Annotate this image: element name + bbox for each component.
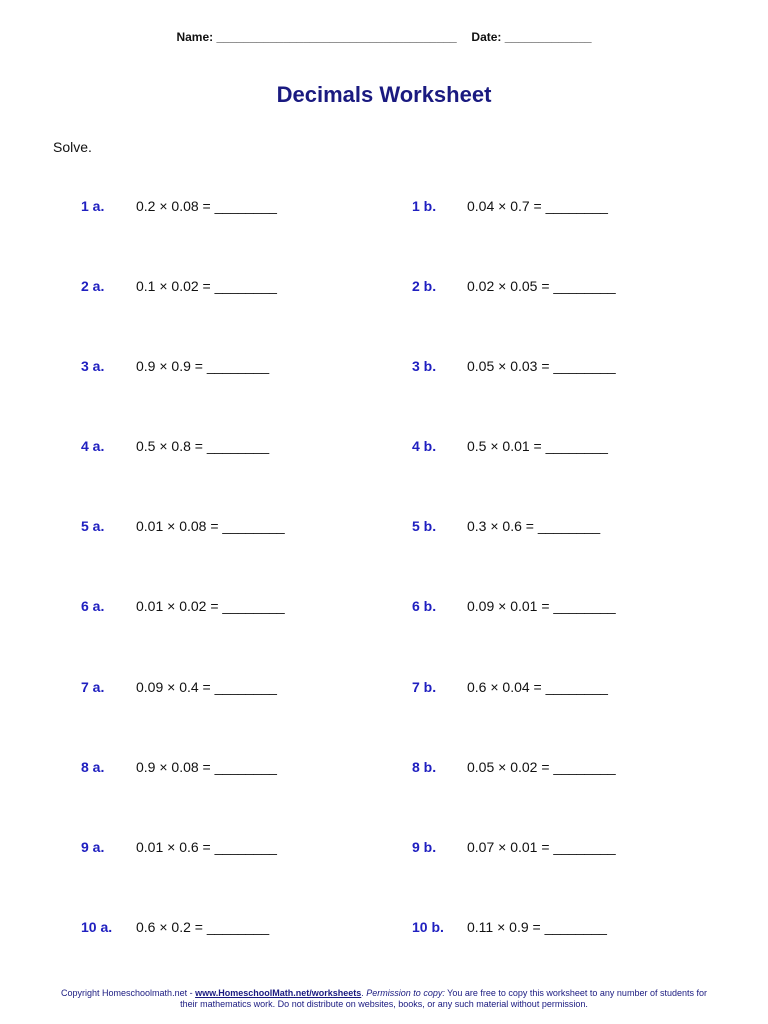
problem-expression: 0.04 × 0.7 = ________ — [467, 198, 608, 214]
problem-label: 2 b. — [412, 278, 437, 294]
problem-label: 1 a. — [81, 198, 105, 214]
problem-expression: 0.05 × 0.02 = ________ — [467, 759, 616, 775]
problem-expression: 0.01 × 0.08 = ________ — [136, 518, 285, 534]
problem-expression: 0.9 × 0.08 = ________ — [136, 759, 277, 775]
problem-label: 9 a. — [81, 839, 105, 855]
problem-label: 3 b. — [412, 358, 437, 374]
worksheets-link[interactable]: www.HomeschoolMath.net/worksheets — [195, 988, 362, 998]
name-label: Name: — [176, 30, 214, 44]
problem-row — [0, 358, 768, 378]
problem-row — [0, 598, 768, 618]
problem-expression: 0.9 × 0.9 = ________ — [136, 358, 270, 374]
problem-label: 6 a. — [81, 598, 105, 614]
problem-expression: 0.09 × 0.4 = ________ — [136, 679, 277, 695]
problem-expression: 0.1 × 0.02 = ________ — [136, 278, 277, 294]
footer-separator: . — [361, 988, 367, 998]
problem-expression: 0.5 × 0.01 = ________ — [467, 438, 608, 454]
problem-label: 7 a. — [81, 679, 105, 695]
worksheet-title: Decimals Worksheet — [276, 82, 492, 107]
problem-expression: 0.01 × 0.6 = ________ — [136, 839, 277, 855]
name-blank: ____________________________________ — [216, 30, 457, 44]
problem-row — [0, 438, 768, 458]
problem-label: 5 b. — [412, 518, 437, 534]
problem-label: 4 a. — [81, 438, 105, 454]
date-label: Date: — [471, 30, 502, 44]
problem-row — [0, 759, 768, 779]
problem-expression: 0.3 × 0.6 = ________ — [467, 518, 601, 534]
problem-row — [0, 679, 768, 699]
problem-label: 6 b. — [412, 598, 437, 614]
problem-label: 5 a. — [81, 518, 105, 534]
copyright-footer — [60, 988, 708, 1010]
problem-expression: 0.2 × 0.08 = ________ — [136, 198, 277, 214]
problem-expression: 0.05 × 0.03 = ________ — [467, 358, 616, 374]
problem-label: 8 a. — [81, 759, 105, 775]
name-date-header — [0, 30, 768, 44]
problem-label: 9 b. — [412, 839, 437, 855]
problem-row — [0, 198, 768, 218]
problem-expression: 0.07 × 0.01 = ________ — [467, 839, 616, 855]
problem-expression: 0.11 × 0.9 = ________ — [467, 919, 607, 935]
problem-label: 2 a. — [81, 278, 105, 294]
permission-text: You are free to copy this worksheet to any number of students for their mathematics work. Do not distribute on websites, books, or any such material without permission. — [180, 988, 707, 1009]
instructions: Solve. — [53, 139, 92, 155]
problem-label: 1 b. — [412, 198, 437, 214]
problem-expression: 0.5 × 0.8 = ________ — [136, 438, 270, 454]
problem-row — [0, 278, 768, 298]
date-blank: _____________ — [504, 30, 592, 44]
problem-label: 10 a. — [81, 919, 113, 935]
problem-label: 10 b. — [412, 919, 444, 935]
problem-row — [0, 919, 768, 939]
problem-expression: 0.6 × 0.04 = ________ — [467, 679, 608, 695]
problem-label: 3 a. — [81, 358, 105, 374]
problem-expression: 0.02 × 0.05 = ________ — [467, 278, 616, 294]
problem-expression: 0.09 × 0.01 = ________ — [467, 598, 616, 614]
problem-row — [0, 518, 768, 538]
problem-row — [0, 839, 768, 859]
problem-label: 7 b. — [412, 679, 437, 695]
problem-label: 8 b. — [412, 759, 437, 775]
permission-label: Permission to copy: — [366, 988, 445, 998]
copyright-text: Copyright Homeschoolmath.net - — [61, 988, 196, 998]
problem-expression: 0.01 × 0.02 = ________ — [136, 598, 285, 614]
problem-label: 4 b. — [412, 438, 437, 454]
problem-expression: 0.6 × 0.2 = ________ — [136, 919, 270, 935]
